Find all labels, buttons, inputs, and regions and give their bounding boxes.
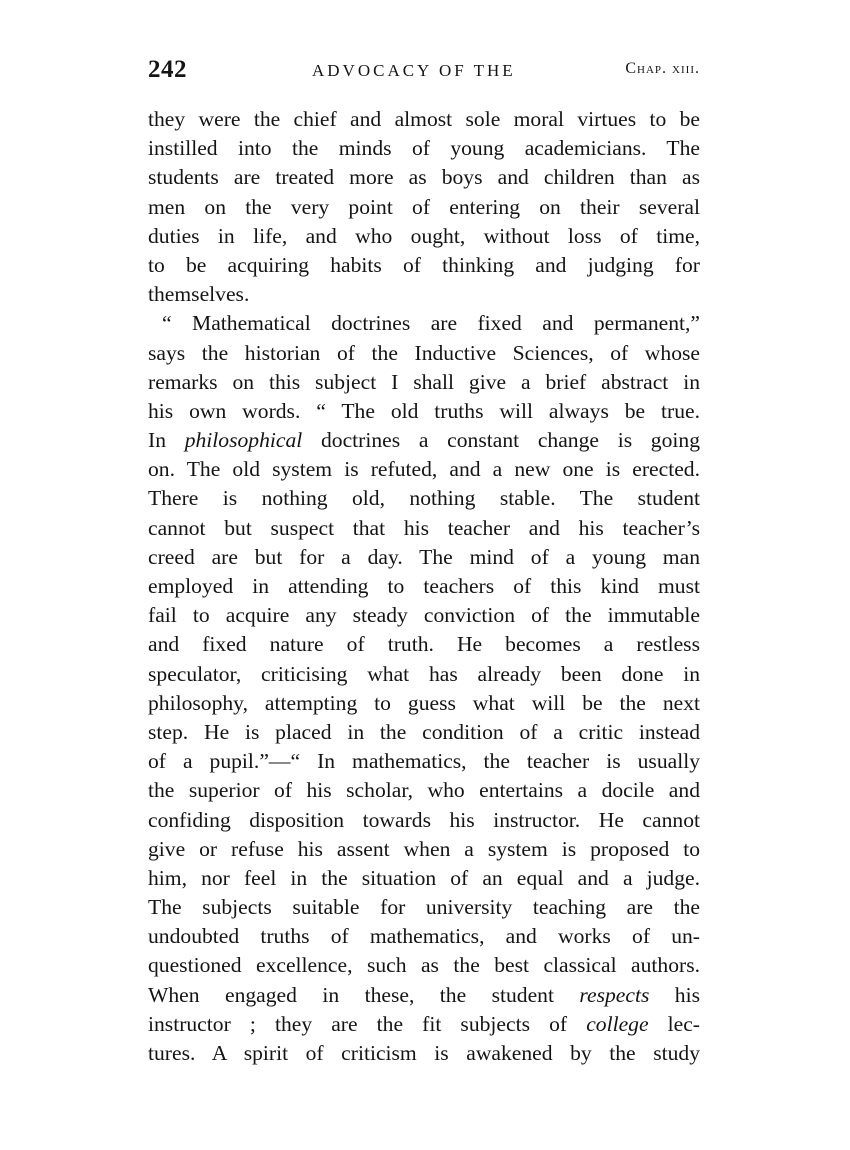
text-line: on. The old system is refuted, and a new one is erected. [148,457,700,482]
text-line: they were the chief and almost sole moral virtues to be [148,107,700,131]
text-line: philosophy, attempting to guess what will be the next [148,690,700,715]
text-line: instilled into the minds of young academicians. The [148,136,700,161]
text-line [148,981,700,1010]
text-line: There is nothing old, nothing stable. The student [148,486,700,511]
text-line: step. He is placed in the condition of a critic instead [148,719,700,744]
text-line: of a pupil.”—“ In mathematics, the teacher is usually [148,749,700,774]
text-line: students are treated more as boys and children than as [148,165,700,190]
text-line: questioned excellence, such as the best classical authors. [148,953,700,978]
text-line: speculator, criticising what has already been done in [148,661,700,686]
text-line: “ Mathematical doctrines are fixed and permanent,” [162,311,700,336]
text-line: give or refuse his assent when a system is proposed to [148,836,700,861]
text-line: The subjects suitable for university teaching are the [148,895,700,920]
page-number: 242 [148,56,187,83]
text-line: undoubted truths of mathematics, and works of un- [148,924,700,949]
running-title: ADVOCACY OF THE [312,61,516,80]
text-segment: instructor ; they are the fit subjects of [148,1011,587,1036]
chapter-label: Chap. xiii. [625,60,700,77]
text-line [148,1010,700,1039]
text-line: duties in life, and who ought, without loss of time, [148,223,700,248]
italic-word: respects [579,982,650,1007]
text-segment: When engaged in these, the student [148,982,580,1007]
text-line: themselves. [148,282,250,307]
text-line: men on the very point of entering on their several [148,194,700,219]
text-line: his own words. “ The old truths will always be true. [148,398,700,423]
text-line: tures. A spirit of criticism is awakened by the study [148,1041,700,1065]
text-line: and fixed nature of truth. He becomes a restless [148,632,700,657]
text-line: to be acquiring habits of thinking and judging for [148,252,700,277]
text-segment: lec- [648,1011,701,1036]
text-line: says the historian of the Inductive Sciences, of whose [148,340,700,365]
text-line: remarks on this subject I shall give a brief abstract in [148,369,700,394]
text-line: cannot but suspect that his teacher and his teacher’s [148,515,700,540]
text-line: creed are but for a day. The mind of a young man [148,544,700,569]
text-segment: doctrines a constant change is going [302,428,700,453]
text-line: him, nor feel in the situation of an equal and a judge. [148,865,700,890]
text-line [148,426,700,455]
text-line: fail to acquire any steady conviction of the immutable [148,603,700,628]
text-line: the superior of his scholar, who entertains a docile and [148,778,700,803]
text-line: employed in attending to teachers of this kind must [148,574,700,598]
text-segment: In [148,428,185,453]
text-line: confiding disposition towards his instructor. He cannot [148,807,700,832]
italic-word: college [586,1011,649,1036]
body-text [148,105,700,1068]
running-head [148,56,700,90]
italic-word: philosophical [184,428,303,453]
text-segment: his [649,982,700,1007]
